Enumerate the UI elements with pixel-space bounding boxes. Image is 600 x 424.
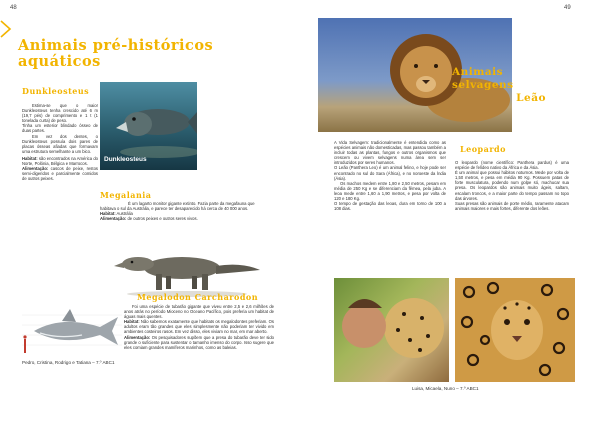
habitat-text: Austrália bbox=[116, 211, 133, 217]
cheetah-illustration bbox=[334, 278, 449, 382]
right-authors: Luisa, Micaela, Nuno – 7.º ABC1 bbox=[412, 386, 479, 391]
dunkleosteus-image bbox=[100, 82, 197, 170]
lion-paragraph: O Leão (Panthera Leo) é um animal felino, e hoje pode ser encontrado no sul do Sara (África), e no noroeste da Índia (Ásia). bbox=[334, 165, 446, 181]
food-label: Alimentação: bbox=[22, 166, 49, 172]
leopard-heading: Leopardo bbox=[460, 144, 506, 154]
megalania-heading: Megalania bbox=[100, 190, 152, 200]
food-text: cascos de peixe, restos semi-digeridos e parcialmente comidos de outros peixes. bbox=[22, 166, 98, 182]
page-number-left: 48 bbox=[10, 5, 17, 11]
megalania-image bbox=[112, 240, 262, 298]
dunkleosteus-heading: Dunkleosteus bbox=[22, 86, 90, 96]
left-title-line2: aquáticos bbox=[18, 53, 101, 70]
dunkleosteus-paragraph: Em vez dos dentes, o Dunkleosteus possuía dois pares de placas ósseas afiadas que formavam uma estrutura semelhante a um bico. bbox=[22, 133, 98, 154]
right-title-line2: selvagens bbox=[452, 79, 514, 91]
dunkleosteus-food bbox=[22, 166, 98, 181]
food-label: Alimentação: bbox=[100, 216, 127, 222]
megalodon-paragraph: Foi uma espécie de tubarão gigante que viveu entre 2,5 e 2,6 milhões de anos atrás no período Mioceno no Oceano Pacífico, pois preferia um habitat de águas mais quentes. bbox=[124, 304, 274, 320]
left-page-title bbox=[18, 38, 213, 70]
leopard-paragraph: É um animal que possui hábitos noturnos. Mede por volta de 1,50 metros, e pesa em média 90 Kg. Possuem patas de forte musculatura, podendo num golpe só, machucar sua presa. Os leopardos são animais muito ágeis, saltam, escalam troncos, e a maior parte do tempo passam no topo das árvores. bbox=[455, 170, 569, 201]
left-authors: Pedro, Cristina, Rodrigo e Tatiana – 7.º ABC1 bbox=[22, 360, 115, 365]
megalodon-image bbox=[22, 305, 122, 357]
habitat-label: Habitat: bbox=[22, 155, 38, 161]
habitat-label: Habitat: bbox=[124, 319, 140, 325]
megalodon-food bbox=[124, 335, 274, 350]
leopard-image bbox=[455, 278, 575, 382]
lion-paragraph: O tempo de gestação das leoas, dura em torno de 100 a 108 dias. bbox=[334, 201, 446, 212]
habitat-text: Não sabemos exatamente que habitats os megalodontes preferiam. Os adultos eram tão grandes que eles simplesmente não poderiam ter vivido em ambientes costeiros rasos. Em vez disso, eles viviam no mar, em mar aberto. bbox=[124, 319, 274, 335]
lion-text bbox=[334, 140, 446, 211]
dunkleosteus-paragraph: Tinha um esterior blindado ósseo de duas partes. bbox=[22, 123, 98, 134]
leopard-illustration bbox=[455, 278, 575, 382]
megalania-food bbox=[100, 216, 270, 221]
cheetah-image bbox=[334, 278, 449, 382]
dunkleosteus-image-label: Dunkleosteus bbox=[104, 156, 147, 163]
dunkleosteus-habitat bbox=[22, 156, 98, 166]
food-text: de outros peixes e outros seres vivos. bbox=[127, 216, 198, 222]
dunkleosteus-text bbox=[22, 103, 98, 181]
leopard-text bbox=[455, 160, 569, 211]
megalania-text bbox=[100, 201, 270, 221]
megalodon-heading: Megalodon Carcharodon bbox=[137, 292, 259, 302]
food-text: Os pesquisadores supõem que a presa do tubarão deve ter sido grande o suficiente para sustentar o tamanho imenso do corpo. Isso sugere que eles comiam grandes mamíferos marinhos, como as baleias. bbox=[124, 334, 274, 350]
habitat-text: são encontrados na América do Norte, Polónia, Bélgica e Marrocos. bbox=[22, 155, 98, 167]
lion-paragraph: A Vida Selvagem: tradicionalmente é entendida como as espécies animais não domesticadas, mas passou também a incluir todas as plantas, fungos e outros organismos que crescem ou vivem selvagens numa área sem ser introduzidos por seres humanos. bbox=[334, 140, 446, 166]
yellow-arrow-icon bbox=[0, 20, 12, 38]
right-title-line3: Leão bbox=[516, 92, 546, 104]
habitat-label: Habitat: bbox=[100, 211, 116, 217]
left-title-line1: Animais pré-históricos bbox=[18, 37, 214, 54]
megalania-paragraph: É um lagarto monitor gigante extinto. Fazia parte da megafauna que habitava o sul da Austrália, e parece ter desaparecido há cerca de 40 000 anos. bbox=[100, 201, 255, 212]
food-label: Alimentação: bbox=[124, 334, 151, 340]
right-page-title bbox=[448, 66, 558, 105]
leopard-paragraph: O leopardo (nome científico: Panthera pardus) é uma espécie de felídeo nativo da África e da Ásia. bbox=[455, 160, 569, 171]
lion-paragraph: Os machos medem entre 1,80 e 2,50 metros, pesam em média de 250 Kg e se diferenciam da fêmea, pela juba. A leoa mede entre 1,60 a 1,90 metros, e pesa por volta de 120 e 180 Kg. bbox=[334, 180, 446, 202]
dunkleosteus-paragraph: Estima-se que o maior Dunkleosteus tenha crescido até 6 m (19,7 pés) de comprimento e 1 t (1 tonelada curta) de peso. bbox=[22, 103, 98, 124]
megalodon-text bbox=[124, 304, 274, 350]
right-title-line1: Animais bbox=[452, 66, 504, 78]
leopard-paragraph: Suas presas são animais de porte médio, raramente atacam animais maiores e mais fortes, diferente dos leões. bbox=[455, 200, 569, 211]
megalodon-habitat bbox=[124, 319, 274, 334]
page-number-right: 49 bbox=[564, 5, 571, 11]
